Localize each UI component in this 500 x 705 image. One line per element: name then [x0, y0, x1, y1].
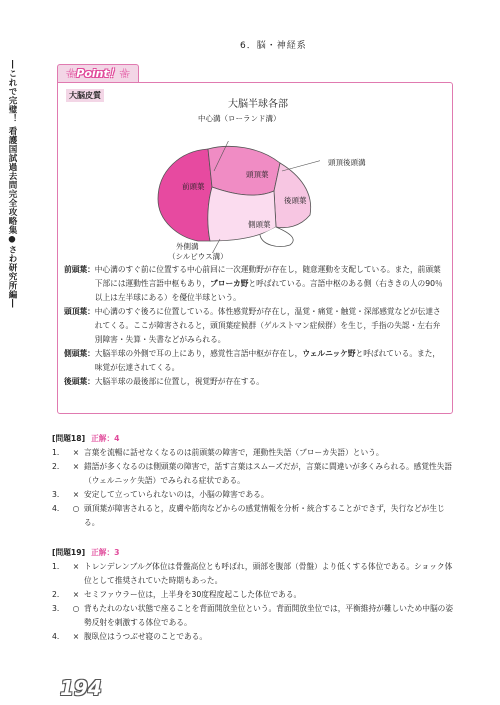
choice: 2． × セミファウラー位は，上半身を30度程度起こした体位である。 — [52, 590, 302, 599]
page-number: 194 — [60, 676, 102, 700]
label-parieto-occipital-sulcus: 頭頂後頭溝 — [328, 158, 366, 167]
highlight-term: ウェルニッケ野 — [302, 349, 356, 358]
definition-text: と呼ばれている。また，味覚が伝達されてくる。 — [94, 349, 441, 372]
label-central-sulcus: 中心溝（ローランド溝） — [198, 114, 281, 123]
question-heading — [52, 546, 454, 560]
diagram-title: 大脳半球各部 — [228, 99, 288, 110]
choice: 2． × 錯語が多くなるのは側頭葉の障害で，話す言葉はスムーズだが，言葉に間違いが多くみられる。感覚性失語（ウェルニッケ失語）でみられる症状である。 — [52, 462, 453, 485]
question-label: [問題19] — [52, 548, 86, 557]
point-tab: ☆Point！☆ — [57, 64, 139, 83]
definition-text: と呼ばれている。言語中枢のある側（右ききの人の90％以上は左半球にある）を優位半球という。 — [94, 279, 443, 302]
label-parietal-lobe: 頭頂葉 — [246, 170, 269, 179]
question-18 — [52, 432, 454, 530]
choice: 3． × 安定して立っていられないのは，小脳の障害である。 — [52, 490, 269, 499]
choice: 4． × 腹臥位はうつぶせ寝のことである。 — [52, 632, 208, 641]
term: 頭頂葉： — [64, 307, 95, 316]
side-series-title: ―これで完璧！ 看護国試過去問完全攻略集●さわ研究所編― — [7, 60, 17, 308]
term: 前頭葉： — [64, 265, 95, 274]
definition-temporal — [64, 347, 444, 375]
term: 後頭葉： — [64, 377, 95, 386]
highlight-term: ブローカ野 — [210, 279, 249, 288]
answer-label: 正解：4 — [91, 434, 120, 443]
label-frontal-lobe: 前頭葉 — [182, 182, 205, 191]
label-lateral-sulcus-alt: （シルビウス溝） — [168, 252, 228, 261]
lobe-definitions — [64, 263, 444, 389]
label-lateral-sulcus: 外側溝 — [176, 242, 199, 251]
label-occipital-lobe: 後頭葉 — [284, 196, 307, 205]
question-19 — [52, 546, 454, 644]
point-box — [57, 82, 453, 414]
term: 側頭葉： — [64, 349, 95, 358]
choice: 3． ○ 背もたれのない状態で座ることを背面開放坐位という。背面開放坐位では，平衡維持が難しいため中脳の姿勢反射を刺激する体位である。 — [52, 604, 454, 627]
choice: 4． ○ 頭頂葉が障害されると，皮膚や筋肉などからの感覚情報を分析・統合することができず，失行などが生じる。 — [52, 504, 445, 527]
definition-frontal — [64, 263, 444, 305]
definition-occipital — [64, 375, 444, 389]
definition-text: 大脳半球の外側で耳の上にあり，感覚性言語中枢が存在し， — [94, 349, 303, 358]
label-temporal-lobe: 側頭葉 — [248, 220, 271, 229]
question-heading — [52, 432, 454, 446]
answer-label: 正解：3 — [91, 548, 120, 557]
chapter-heading: 6．脳・神経系 — [240, 41, 307, 51]
definition-parietal — [64, 305, 444, 347]
definition-text: 中心溝のすぐ後ろに位置している。体性感覚野が存在し，温覚・痛覚・触覚・深部感覚などが伝達されてくる。ここが障害されると，頭頂葉症候群（ゲルストマン症候群）を生じ，手指の失認・左右弁別障害・失算・失書などがみられる。 — [94, 307, 441, 344]
definition-text: 大脳半球の最後部に位置し，視覚野が存在する。 — [94, 377, 264, 386]
choice: 1． × トレンデレンブルグ体位は骨盤高位とも呼ばれ，頭部を腹部（骨盤）より低くする体位である。ショック体位として推奨されていた時期もあった。 — [52, 562, 453, 585]
section-label: 大脳皮質 — [66, 89, 104, 102]
definition-text: 中心溝のすぐ前に位置する中心前回に一次運動野が存在し，随意運動を支配している。また，前頭葉下部には運動性言語中枢もあり， — [94, 265, 441, 288]
question-label: [問題18] — [52, 434, 86, 443]
parietal-lobe-shape — [208, 146, 280, 195]
frontal-lobe-shape — [158, 149, 212, 241]
choice: 1． × 言葉を流暢に話せなくなるのは前頭葉の障害で，運動性失語（ブローカ失語）という。 — [52, 448, 384, 457]
